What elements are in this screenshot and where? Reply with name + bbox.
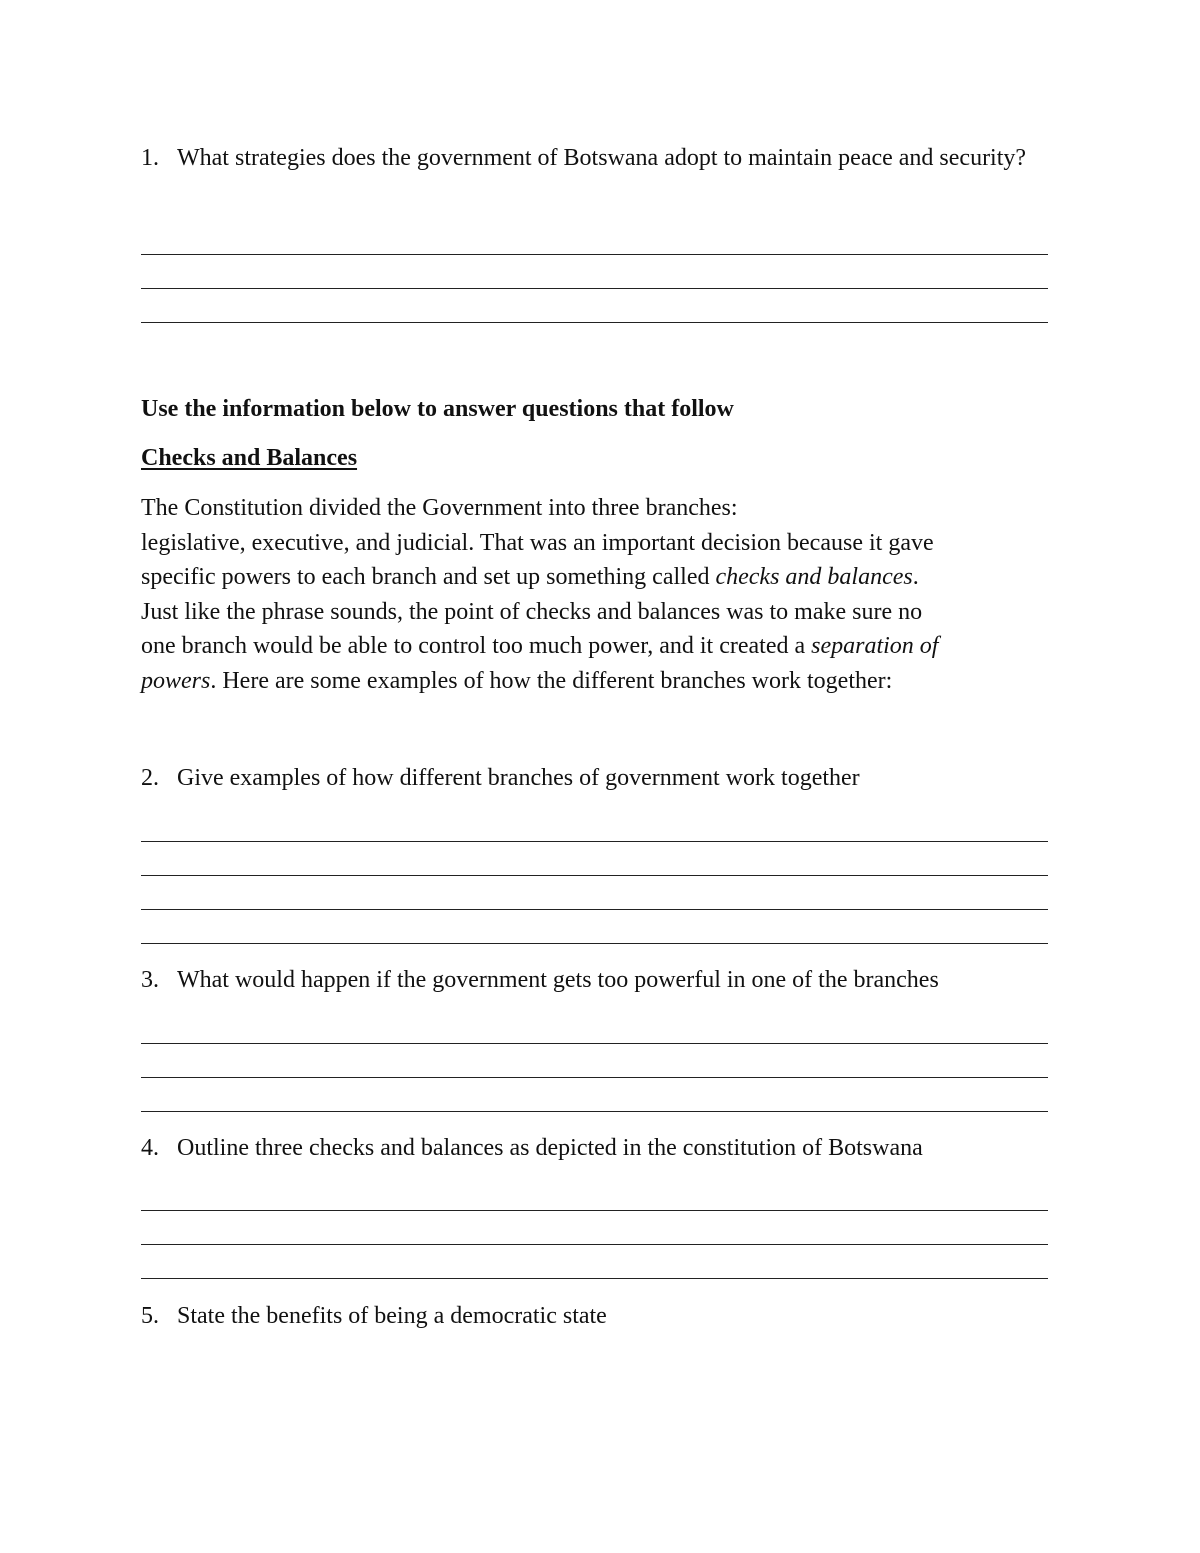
emphasis-powers: powers — [141, 667, 211, 694]
question-number: 3. — [141, 967, 159, 993]
passage-line: The Constitution divided the Government into three branches: — [141, 495, 738, 521]
question-5 — [141, 1299, 1061, 1333]
answer-line[interactable] — [141, 841, 1048, 842]
answer-line[interactable] — [141, 875, 1048, 876]
question-2 — [141, 761, 1061, 795]
answer-line[interactable] — [141, 1278, 1048, 1279]
answer-line[interactable] — [141, 1111, 1048, 1112]
answer-line[interactable] — [141, 943, 1048, 944]
section-title: Checks and Balances — [141, 445, 358, 471]
emphasis-checks-and-balances: checks and balances — [715, 564, 913, 590]
answer-line[interactable] — [141, 322, 1048, 323]
passage-line: powers. Here are some examples of how the different branches work together: — [141, 667, 893, 694]
question-4 — [141, 1131, 1061, 1165]
passage — [141, 491, 1076, 698]
instruction-heading: Use the information below to answer questions that follow — [141, 396, 734, 422]
question-text: Outline three checks and balances as depicted in the constitution of Botswana — [177, 1135, 923, 1161]
answer-line[interactable] — [141, 1043, 1048, 1044]
question-1 — [141, 141, 1061, 175]
question-text: What would happen if the government gets too powerful in one of the branches — [177, 967, 939, 993]
emphasis-separation-of: separation of — [811, 633, 939, 659]
answer-line[interactable] — [141, 288, 1048, 289]
answer-line[interactable] — [141, 909, 1048, 910]
question-text: State the benefits of being a democratic state — [177, 1303, 607, 1329]
question-number: 4. — [141, 1135, 159, 1161]
answer-line[interactable] — [141, 254, 1048, 255]
passage-line: specific powers to each branch and set up something called checks and balances. — [141, 564, 919, 590]
passage-line: legislative, executive, and judicial. That was an important decision because it gave — [141, 529, 934, 556]
answer-line[interactable] — [141, 1077, 1048, 1078]
answer-line[interactable] — [141, 1210, 1048, 1211]
question-text: What strategies does the government of Botswana adopt to maintain peace and security? — [177, 145, 1027, 171]
question-number: 5. — [141, 1303, 159, 1329]
question-3 — [141, 963, 1061, 997]
question-number: 1. — [141, 145, 159, 171]
question-text: Give examples of how different branches of government work together — [177, 765, 860, 791]
passage-line: one branch would be able to control too much power, and it created a separation of — [141, 633, 939, 659]
passage-line: Just like the phrase sounds, the point of checks and balances was to make sure no — [141, 598, 923, 625]
question-number: 2. — [141, 765, 159, 791]
answer-line[interactable] — [141, 1244, 1048, 1245]
